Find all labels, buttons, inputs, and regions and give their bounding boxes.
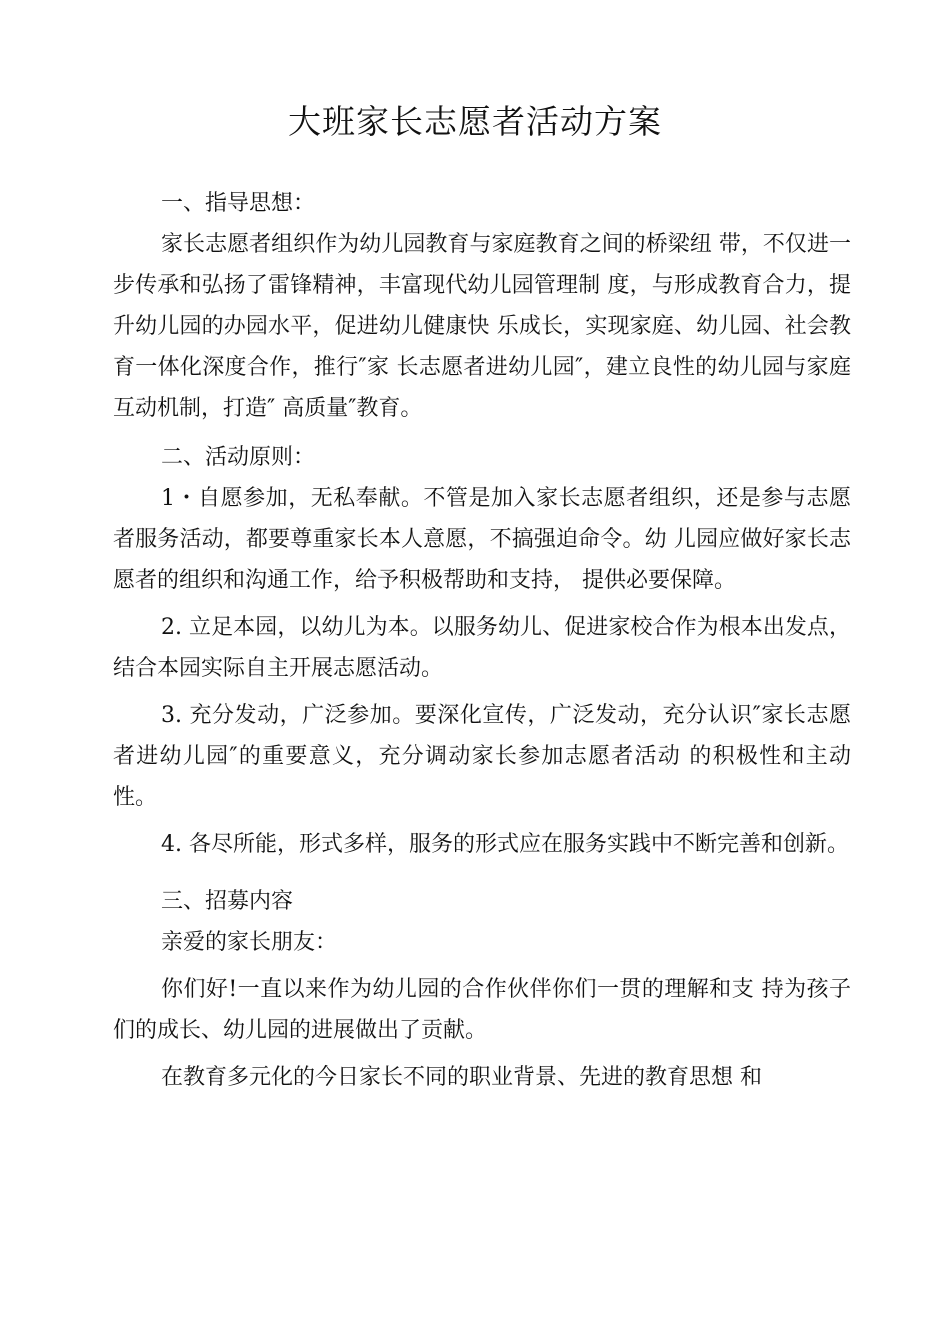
paragraph: 4. 各尽所能，形式多样，服务的形式应在服务实践中不断完善和创新。: [161, 832, 849, 857]
paragraph: 1・自愿参加，无私奉献。不管是加入家长志愿者组织，还是参与志愿者服务活动，都要尊重家长本人意愿，不搞强迫命令。幼 儿园应做好家长志愿者的组织和沟通工作，给予积极帮助和支持， 提供必要保障。: [113, 486, 851, 593]
section-guiding-ideology: [113, 183, 851, 429]
section-heading: 三、招募内容: [161, 889, 294, 914]
paragraph: 3. 充分发动，广泛参加。要深化宣传，广泛发动，充分认识″家长志愿者进幼儿园″的重要意义，充分调动家长参加志愿者活动 的积极性和主动性。: [113, 703, 851, 810]
paragraph: 你们好!一直以来作为幼儿园的合作伙伴你们一贯的理解和支 持为孩子们的成长、幼儿园的进展做出了贡献。: [113, 977, 851, 1043]
paragraph: 亲爱的家长朋友：: [161, 930, 338, 955]
document-body: [113, 183, 851, 1098]
document-title: 大班家长志愿者活动方案: [288, 102, 662, 141]
paragraph: 2. 立足本园，以幼儿为本。以服务幼儿、促进家校合作为根本出发点，结合本园实际自主开展志愿活动。: [113, 615, 851, 681]
section-heading: 二、活动原则：: [161, 445, 316, 470]
section-activity-principles: [113, 437, 851, 865]
paragraph: 在教育多元化的今日家长不同的职业背景、先进的教育思想 和: [161, 1065, 762, 1090]
paragraph: 家长志愿者组织作为幼儿园教育与家庭教育之间的桥梁纽 带，不仅进一步传承和弘扬了雷锋精神，丰富现代幼儿园管理制 度，与形成教育合力，提升幼儿园的办园水平，促进幼儿健康快 乐成长，实现家庭、幼儿园、社会教育一体化深度合作，推行″家 长志愿者进幼儿园″，建立良性的幼儿园与家庭互动机制，打造″ 高质量″教育。: [113, 232, 851, 421]
section-heading: 一、指导思想：: [161, 191, 316, 216]
section-recruitment: [113, 881, 851, 1098]
